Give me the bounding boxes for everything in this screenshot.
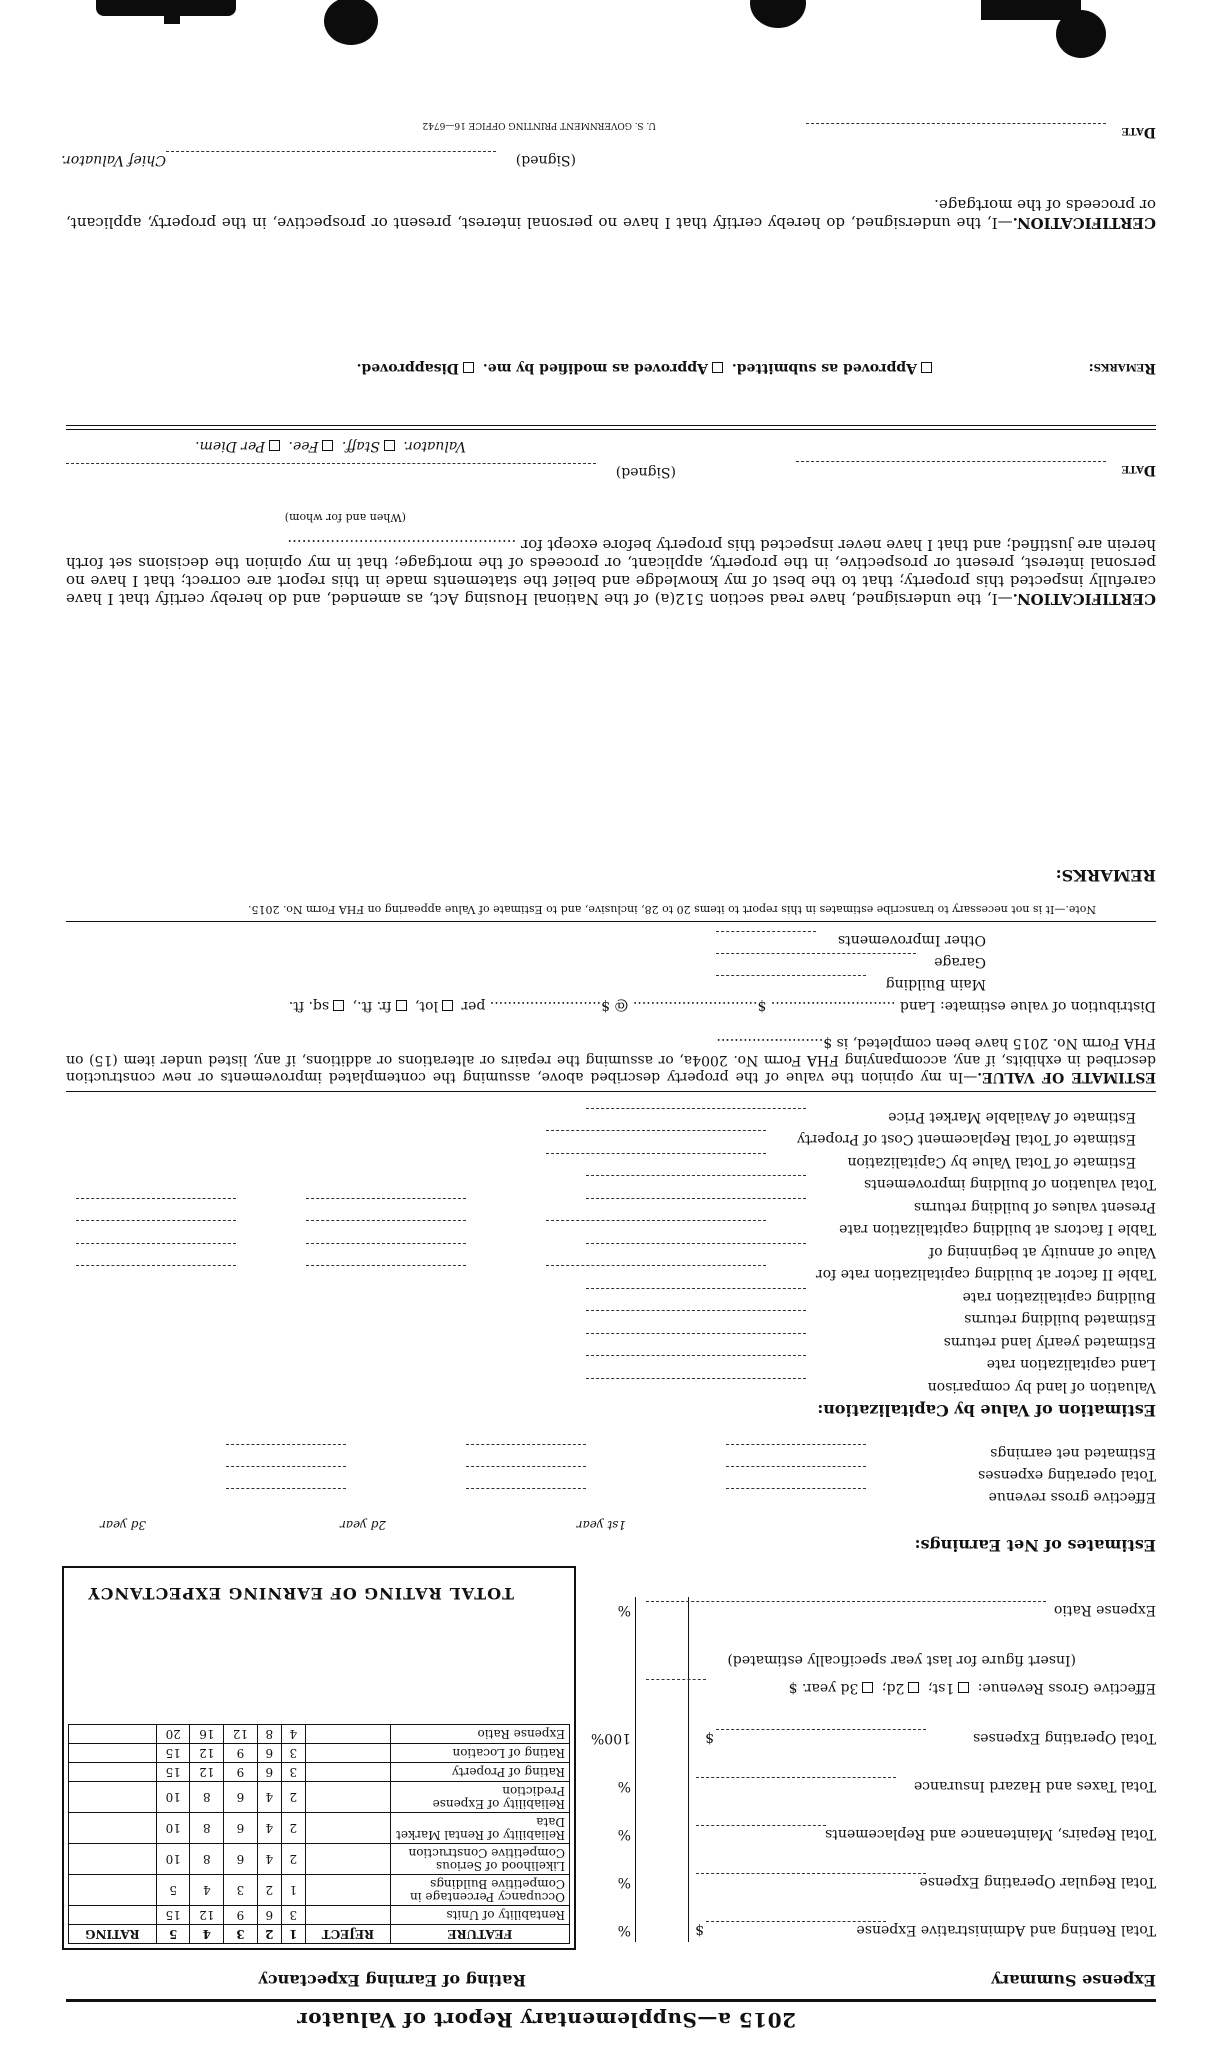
amount-field[interactable] — [226, 1488, 346, 1489]
valuator-options — [195, 438, 466, 454]
rating-feature: Occupancy Percentage in Competitive Buildings — [391, 1875, 570, 1906]
amount-field[interactable] — [586, 1378, 806, 1379]
capitalization-row: Valuation of land by comparison — [927, 1379, 1156, 1395]
upside-down-form: 2015 a—Supplementary Report of Valuator Expense Summary Rating of Earning Expectancy Total Renting and Administrative Expense $ % Total Regular Operating Expense % Total Repairs, Maintenance and Replacements % Total Taxes and Hazard Insurance % Total Operating Expenses $ 100% Effective Gross Revenue: 1st; 2d; 3d year. $ (Insert figure for last year specifically estimated) Expense Ratio % FEATURE REJECT 1 2 3 4 5 RATING Rentability of Units 3 6 9 12 15 Occupancy Percentage in Competitive Buildings 1 2 3 4 5 Likelihood of Serious Competitive Construction 2 4 6 8 10 Reliability of Rental Market Data 2 4 6 8 10 Reliability of Expense Prediction 2 4 6 8 10 Rating of Property 3 6 9 12 15 Rating of Location 3 6 9 12 15 Expense Ratio 4 8 12 16 20 TOTAL RATING OF EARNING EXPECTANCY Estimates of Net Earnings: 1st year 2d year 3d year Effective gross revenue Total operating expenses Estimated net earnings Estimation of Value by Capitalization: Valuation of land by comparison Land capitalization rate Estimated yearly land returns Estimated building returns Building capitalization rate Table II factor at building capitalization rate for Value of annuity at beginning of Table I factors at building capitalization rate Present values of building returns Total valuation of building improvements Estimate of Total Value by Capitalization Estimate of Total Replacement Cost of Property Estimate of Available Market Price ESTIMATE OF VALUE.—In my opinion the value of the property described above, assuming the contemplated improvements or new construction described in exhibits, if any, accompanying FHA Form No. 2004a, or assuming the repairs or alterations or additions, if any, listed under item (15) on FHA Form No. 2015 have been completed, is $........................ Distribution of value estimate: Land ............................ $............................ @ $......................... per lot, fr. ft., sq. ft. Main Building Garage Other Improvements Note.—It is not necessary to transcribe estimates in this report to items 20 to 28, inclusive, and to Estimate of Value appearing on FHA Form No. 2015. REMARKS: CERTIFICATION.—I, the undersigned, have read section 512(a) of the National Housing Act, as amended, and do hereby certify that I have carefully inspected this property; that to the best of my knowledge and belief the statements made in this report are correct; that I have no personal interest, present or prospective, in the property, applicant, or proceeds of the mortgage; that in my opinion the decisions set forth herein are justified; and that I have never inspected this property before except for ................................................ (When and for whom) Date (Signed) Valuator. Staff. Fee. Per Diem. Remarks: Approved as submitted. Approved as modified by me. Disapproved. CERTIFICATION.—I, the undersigned, do hereby certify that I have no personal interest, present or prospective, in the property, applicant, or proceeds of the mortgage. (Signed) Chief Valuator. Date U. S. GOVERNMENT PRINTING OFFICE 16—6742 — [0, 0, 1226, 2050]
reject-cell[interactable] — [305, 1763, 390, 1782]
opt-per-diem: Per Diem. — [195, 438, 266, 454]
rating-value: 9 — [224, 1906, 258, 1925]
rating-feature: Reliability of Expense Prediction — [391, 1782, 570, 1813]
capitalization-row: Table I factors at building capitalization rate — [839, 1221, 1156, 1238]
amount-field[interactable] — [586, 1108, 806, 1109]
opt-approved-modified: Approved as modified by me. — [482, 360, 708, 376]
amount-field[interactable] — [76, 1221, 236, 1222]
certification-2-heading: CERTIFICATION. — [1012, 214, 1156, 232]
date-label-1: Date — [1121, 462, 1156, 478]
rating-table — [68, 1724, 570, 1944]
year-3-header: 3d year — [100, 1518, 146, 1532]
amount-field[interactable] — [546, 1131, 766, 1132]
chief-valuator-label: Chief Valuator. — [61, 152, 166, 168]
signed-label-1: (Signed) — [615, 464, 676, 480]
insert-note: (Insert figure for last year specifically estimated) — [727, 1652, 1076, 1668]
rating-value: 9 — [224, 1744, 258, 1763]
rating-value: 4 — [190, 1875, 224, 1906]
col-3: 3 — [224, 1925, 258, 1944]
item-other-improvements: Other Improvements — [837, 932, 986, 948]
per-lot-checkbox[interactable] — [442, 1001, 453, 1012]
year-checkbox-3[interactable] — [862, 1683, 873, 1694]
amount-field[interactable] — [306, 1243, 466, 1244]
amount-field[interactable] — [306, 1221, 466, 1222]
binder-hole — [324, 0, 378, 45]
amount-field[interactable] — [226, 1444, 346, 1445]
year-2-header: 2d year — [340, 1518, 386, 1532]
rating-value: 6 — [257, 1744, 281, 1763]
rating-value: 10 — [156, 1844, 190, 1875]
rating-cell[interactable] — [69, 1875, 157, 1906]
date-label-2: Date — [1121, 124, 1156, 140]
hundred-percent: 100% — [590, 1730, 631, 1746]
year-option-2: 2d; — [881, 1680, 905, 1696]
rating-value: 4 — [257, 1844, 281, 1875]
rating-value: 2 — [281, 1844, 305, 1875]
remarks-area[interactable] — [66, 630, 1156, 860]
rating-value: 9 — [224, 1763, 258, 1782]
amount-field[interactable] — [466, 1444, 586, 1445]
rating-cell[interactable] — [69, 1725, 157, 1744]
year-checkbox-1[interactable] — [958, 1683, 969, 1694]
amount-field[interactable] — [586, 1198, 806, 1199]
net-earnings-row: Estimated net earnings — [990, 1445, 1156, 1461]
rating-feature: Rating of Location — [391, 1744, 570, 1763]
rating-row — [69, 1725, 570, 1744]
col-reject: REJECT — [305, 1925, 390, 1944]
year-option-3: 3d year. — [801, 1680, 859, 1696]
approved-modified-checkbox[interactable] — [712, 363, 723, 374]
rating-row — [69, 1782, 570, 1813]
amount-field[interactable] — [726, 1444, 866, 1445]
binder-clip — [981, 0, 1081, 20]
net-earnings-row: Effective gross revenue — [988, 1489, 1156, 1505]
certification-2-text: —I, the undersigned, do hereby certify that I have no personal interest, present or prospective, in the property, applicant, or proceeds of the mortgage. — [66, 196, 1156, 232]
amount-field[interactable] — [76, 1243, 236, 1244]
rating-row — [69, 1763, 570, 1782]
year-checkbox-2[interactable] — [908, 1683, 919, 1694]
item-garage: Garage — [934, 954, 986, 970]
rating-table-box — [62, 1566, 576, 1950]
amount-field[interactable] — [226, 1466, 346, 1467]
capitalization-row: Building capitalization rate — [962, 1289, 1156, 1305]
capitalization-row: Estimate of Total Value by Capitalization — [847, 1154, 1136, 1170]
rating-value: 5 — [156, 1875, 190, 1906]
amount-field[interactable] — [466, 1488, 586, 1489]
expense-row: Total Repairs, Maintenance and Replacements — [825, 1826, 1156, 1842]
opt-approved: Approved as submitted. — [731, 360, 917, 376]
opt-disapproved: Disapproved. — [356, 360, 459, 376]
rating-value: 8 — [190, 1844, 224, 1875]
review-options — [357, 360, 936, 376]
rating-value: 3 — [281, 1744, 305, 1763]
opt-fee: Fee. — [288, 438, 319, 454]
reject-cell[interactable] — [305, 1875, 390, 1906]
capitalization-row: Present values of building returns — [913, 1199, 1156, 1215]
rating-cell[interactable] — [69, 1844, 157, 1875]
col-4: 4 — [190, 1925, 224, 1944]
reject-cell[interactable] — [305, 1906, 390, 1925]
rating-value: 16 — [190, 1725, 224, 1744]
approved-checkbox[interactable] — [921, 363, 932, 374]
rating-value: 3 — [281, 1906, 305, 1925]
col-rating: RATING — [69, 1925, 157, 1944]
expense-row: Total Renting and Administrative Expense — [856, 1922, 1156, 1938]
amount-field[interactable] — [76, 1266, 236, 1267]
rating-value: 12 — [190, 1906, 224, 1925]
capitalization-row: Value of annuity at beginning of — [929, 1244, 1156, 1260]
rating-value: 8 — [257, 1725, 281, 1744]
rating-row — [69, 1813, 570, 1844]
rating-value: 12 — [190, 1744, 224, 1763]
rating-cell[interactable] — [69, 1813, 157, 1844]
estimate-heading: ESTIMATE OF VALUE. — [977, 1069, 1156, 1085]
opt-valuator: Valuator. — [403, 438, 466, 454]
amount-field[interactable] — [586, 1176, 806, 1177]
capitalization-row: Estimated building returns — [964, 1311, 1156, 1328]
rating-value: 15 — [156, 1763, 190, 1782]
rating-value: 12 — [224, 1725, 258, 1744]
capitalization-row: Land capitalization rate — [986, 1356, 1156, 1373]
remarks-label: REMARKS: — [1055, 866, 1156, 885]
net-earnings-row: Total operating expenses — [978, 1467, 1156, 1483]
amount-field[interactable] — [726, 1466, 866, 1467]
printer-line: U. S. GOVERNMENT PRINTING OFFICE 16—6742 — [422, 120, 656, 130]
total-rating-label: TOTAL RATING OF EARNING EXPECTANCY — [87, 1584, 514, 1603]
rating-value: 3 — [224, 1875, 258, 1906]
rating-row — [69, 1906, 570, 1925]
amount-field[interactable] — [586, 1333, 806, 1334]
rating-cell[interactable] — [69, 1782, 157, 1813]
rating-value: 6 — [224, 1813, 258, 1844]
rating-feature: Rentability of Units — [391, 1906, 570, 1925]
estimate-note: Note.—It is not necessary to transcribe estimates in this report to items 20 to 28, inclusive, and to Estimate of Value appearing on FHA Form No. 2015. — [247, 903, 1096, 916]
certification-1-heading: CERTIFICATION. — [1012, 590, 1156, 608]
rating-value: 10 — [156, 1782, 190, 1813]
reject-cell[interactable] — [305, 1782, 390, 1813]
signed-label-2: (Signed) — [515, 152, 576, 168]
disapproved-checkbox[interactable] — [463, 363, 474, 374]
distribution-label: Distribution of value estimate: Land — [899, 998, 1156, 1014]
rating-value: 8 — [190, 1782, 224, 1813]
rating-value: 4 — [257, 1813, 281, 1844]
rating-cell[interactable] — [69, 1744, 157, 1763]
rating-value: 20 — [156, 1725, 190, 1744]
year-option-1: 1st; — [927, 1680, 955, 1696]
rating-feature: Rating of Property — [391, 1763, 570, 1782]
net-earnings-heading: Estimates of Net Earnings: — [914, 1536, 1156, 1555]
binder-clip — [96, 0, 236, 16]
amount-field[interactable] — [586, 1356, 806, 1357]
rating-value: 4 — [281, 1725, 305, 1744]
when-note: (When and for whom) — [284, 511, 406, 524]
rating-row — [69, 1844, 570, 1875]
reject-cell[interactable] — [305, 1844, 390, 1875]
review-remarks-label: Remarks: — [1088, 360, 1156, 376]
amount-field[interactable] — [76, 1198, 236, 1199]
rating-value: 6 — [257, 1763, 281, 1782]
per-sqft-checkbox[interactable] — [333, 1001, 344, 1012]
capitalization-row: Estimate of Available Market Price — [888, 1109, 1136, 1125]
capitalization-row: Estimated yearly land returns — [943, 1334, 1156, 1350]
opt-staff: Staff. — [341, 438, 380, 454]
rating-value: 12 — [190, 1763, 224, 1782]
form-title: 2015 a—Supplementary Report of Valuator — [296, 2008, 796, 2032]
rating-value: 6 — [224, 1844, 258, 1875]
col-feature: FEATURE — [391, 1925, 570, 1944]
col-5: 5 — [156, 1925, 190, 1944]
estimate-of-value-paragraph: ESTIMATE OF VALUE.—In my opinion the value of the property described above, assuming the contemplated improvements or new construction described in exhibits, if any, accompanying FHA Form No. 2004a, or assuming the repairs or alterations or additions, if any, listed under item (15) on FHA Form No. 2015 have been completed, is $........................ — [66, 1035, 1156, 1085]
expense-ratio-label: Expense Ratio — [1053, 1602, 1156, 1618]
rating-feature: Likelihood of Serious Competitive Construction — [391, 1844, 570, 1875]
rating-value: 2 — [281, 1782, 305, 1813]
capitalization-row: Table II factor at building capitalization rate for — [815, 1266, 1156, 1283]
amount-field[interactable] — [546, 1153, 766, 1154]
amount-field[interactable] — [586, 1288, 806, 1289]
amount-field[interactable] — [306, 1198, 466, 1199]
reject-cell[interactable] — [305, 1744, 390, 1763]
capitalization-row: Total valuation of building improvements — [864, 1176, 1156, 1193]
reject-cell[interactable] — [305, 1725, 390, 1744]
per-diem-checkbox[interactable] — [269, 441, 280, 452]
rating-feature: Expense Ratio — [391, 1725, 570, 1744]
rating-value: 10 — [156, 1813, 190, 1844]
rating-cell[interactable] — [69, 1763, 157, 1782]
rating-value: 6 — [224, 1782, 258, 1813]
per-frontage: fr. ft., — [352, 998, 392, 1014]
expense-row: Total Operating Expenses — [973, 1730, 1156, 1746]
col-2: 2 — [257, 1925, 281, 1944]
rating-value: 2 — [281, 1813, 305, 1844]
fee-checkbox[interactable] — [322, 441, 333, 452]
per-frontage-checkbox[interactable] — [396, 1001, 407, 1012]
per-lot: lot, — [414, 998, 438, 1014]
rating-value: 4 — [257, 1782, 281, 1813]
amount-field[interactable] — [586, 1243, 806, 1244]
capitalization-row: Estimate of Total Replacement Cost of Property — [796, 1131, 1136, 1148]
amount-field[interactable] — [546, 1266, 766, 1267]
amount-field[interactable] — [726, 1488, 866, 1489]
certification-1: CERTIFICATION.—I, the undersigned, have read section 512(a) of the National Housing Act, as amended, and do hereby certify that I have carefully inspected this property; that to the best of my knowledge and belief the statements made in this report are correct; that I have no personal interest, present or prospective, in the property, applicant, or proceeds of the mortgage; that in my opinion the decisions set forth herein are justified; and that I have never inspected this property before except for ................................................ — [66, 536, 1156, 608]
rating-value: 1 — [281, 1875, 305, 1906]
rating-value: 15 — [156, 1906, 190, 1925]
certification-1-text: —I, the undersigned, have read section 512(a) of the National Housing Act, as amended, and do hereby certify that I have carefully inspected this property; that to the best of my knowledge and belief the statements made in this report are correct; that I have no personal interest, present or prospective, in the property, applicant, or proceeds of the mortgage; that in my opinion the decisions set forth herein are justified; and that I have never inspected this property before except for — [66, 536, 1156, 608]
estimate-text: —In my opinion the value of the property described above, assuming the contemplated improvements or new construction described in exhibits, if any, accompanying FHA Form No. 2004a, or assuming the repairs or alterations or additions, if any, listed under item (15) on FHA Form No. 2015 have been completed, is — [66, 1035, 1156, 1085]
expense-summary-heading: Expense Summary — [991, 1971, 1156, 1990]
amount-field[interactable] — [306, 1266, 466, 1267]
rating-feature: Reliability of Rental Market Data — [391, 1813, 570, 1844]
binder-hole — [750, 0, 806, 28]
amount-field[interactable] — [586, 1311, 806, 1312]
per-sqft: sq. ft. — [288, 998, 330, 1014]
rating-value: 8 — [190, 1813, 224, 1844]
expense-row: Total Regular Operating Expense — [919, 1874, 1156, 1890]
expense-row: Total Taxes and Hazard Insurance — [913, 1778, 1156, 1794]
certification-2 — [66, 196, 1156, 232]
rating-value: 3 — [281, 1763, 305, 1782]
rating-heading: Rating of Earning Expectancy — [258, 1971, 526, 1990]
rating-value: 2 — [257, 1875, 281, 1906]
item-main-building: Main Building — [885, 976, 986, 992]
year-1-header: 1st year — [576, 1518, 626, 1532]
amount-field[interactable] — [466, 1466, 586, 1467]
capitalization-heading: Estimation of Value by Capitalization: — [817, 1401, 1156, 1420]
col-1: 1 — [281, 1925, 305, 1944]
reject-cell[interactable] — [305, 1813, 390, 1844]
amount-field[interactable] — [546, 1221, 766, 1222]
rating-cell[interactable] — [69, 1906, 157, 1925]
staff-checkbox[interactable] — [384, 441, 395, 452]
rating-row — [69, 1875, 570, 1906]
rating-row — [69, 1744, 570, 1763]
effective-gross-revenue-label: Effective Gross Revenue: — [977, 1680, 1156, 1696]
rating-value: 6 — [257, 1906, 281, 1925]
rating-value: 15 — [156, 1744, 190, 1763]
